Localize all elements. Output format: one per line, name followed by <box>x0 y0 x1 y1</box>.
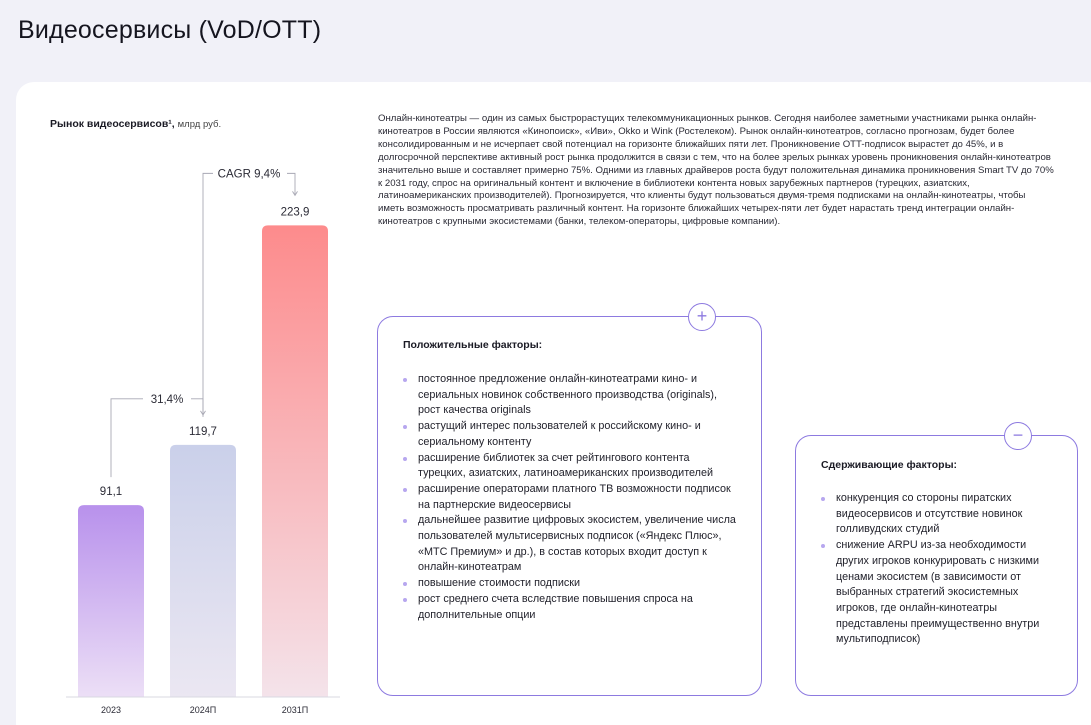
page-title: Видеосервисы (VoD/OTT) <box>18 16 322 44</box>
list-item: дальнейшее развитие цифровых экосистем, увеличение числа пользователей мультисервисных подписок («Яндекс Плюс», «МТС Премиум» и др.), в состав которых входит доступ к онлайн-кинотеатрам <box>403 513 738 576</box>
chart-title-bold: Рынок видеосервисов¹, <box>50 118 175 130</box>
bar-value-label: 119,7 <box>189 425 217 438</box>
x-tick-label: 2031П <box>281 705 309 715</box>
positive-factors-list <box>403 372 738 623</box>
restraining-factors-title: Сдерживающие факторы: <box>821 459 958 471</box>
plus-icon: + <box>688 303 716 331</box>
list-item: снижение ARPU из-за необходимости других игроков конкурировать с низкими ценами экосистем (в зависимости от выбранных стратегий экосистемных игроков, где онлайн-кинотеатры представлены преимущественно внутри мультиподписок) <box>821 538 1061 648</box>
list-item: повышение стоимости подписки <box>403 576 738 592</box>
x-tick-label: 2024П <box>189 705 217 715</box>
list-item: постоянное предложение онлайн-кинотеатрами кино- и сериальных новинок собственного производства (originals), рост качества originals <box>403 372 738 419</box>
bar <box>262 225 328 697</box>
minus-icon: − <box>1004 422 1032 450</box>
market-description: Онлайн-кинотеатры — один из самых быстрорастущих телекоммуникационных рынков. Сегодня наиболее заметными участниками рынка онлайн-кинотеатров в России являются «Кинопоиск», «Иви», Okko и Wink (Ростелеком). Рынок онлайн-кинотеатров, согласно прогнозам, будет более консолидированным и не исчерпает свой потенциал на горизонте ближайших пяти лет. Проникновение OTT-подписок вырастет до 45%, и в долгосрочной перспективе активный рост рынка продолжится в связи с тем, что на более зрелых рынках уровень проникновения онлайн-кинотеатров значительно выше и составляет примерно 75%. Одними из главных драйверов роста будут положительная динамика проникновения Smart TV до 70% к 2031 году, спрос на оригинальный контент и включение в библиотеки контента новых зарубежных партнеров (турецких, азиатских, латиноамериканских производителей). Прогнозируется, что клиенты будут пользоваться двумя-тремя подписками на онлайн-кинотеатры, чтобы иметь возможность просматривать различный контент. На горизонте ближайших четырех-пяти лет будет нарастать тренд интеграции онлайн-кинотеатров с крупными экосистемами (банки, телеком-операторы, цифровые компании). <box>378 113 1054 228</box>
x-tick-label: 2023 <box>100 705 122 715</box>
positive-factors-title: Положительные факторы: <box>403 339 543 351</box>
list-item: рост среднего счета вследствие повышения спроса на дополнительные опции <box>403 592 738 623</box>
list-item: конкуренция со стороны пиратских видеосервисов и отсутствие новинок голливудских студий <box>821 491 1061 538</box>
list-item: расширение библиотек за счет рейтингового контента турецких, азиатских, латиноамериканских производителей <box>403 451 738 482</box>
restraining-factors-list <box>821 491 1061 648</box>
chart-title-unit: млрд руб. <box>177 119 222 130</box>
bar-value-label: 223,9 <box>280 206 310 219</box>
market-bar-chart <box>0 0 370 725</box>
bar <box>170 445 236 697</box>
list-item: расширение операторами платного ТВ возможности подписок на партнерские видеосервисы <box>403 482 738 513</box>
growth-label: 31,4% <box>150 393 184 406</box>
positive-factors-box <box>377 306 762 696</box>
list-item: растущий интерес пользователей к российскому кино- и сериальному контенту <box>403 419 738 450</box>
restraining-factors-box <box>795 425 1078 696</box>
growth-label: CAGR 9,4% <box>217 168 281 181</box>
bar-value-label: 91,1 <box>99 486 123 499</box>
bar <box>78 505 144 697</box>
